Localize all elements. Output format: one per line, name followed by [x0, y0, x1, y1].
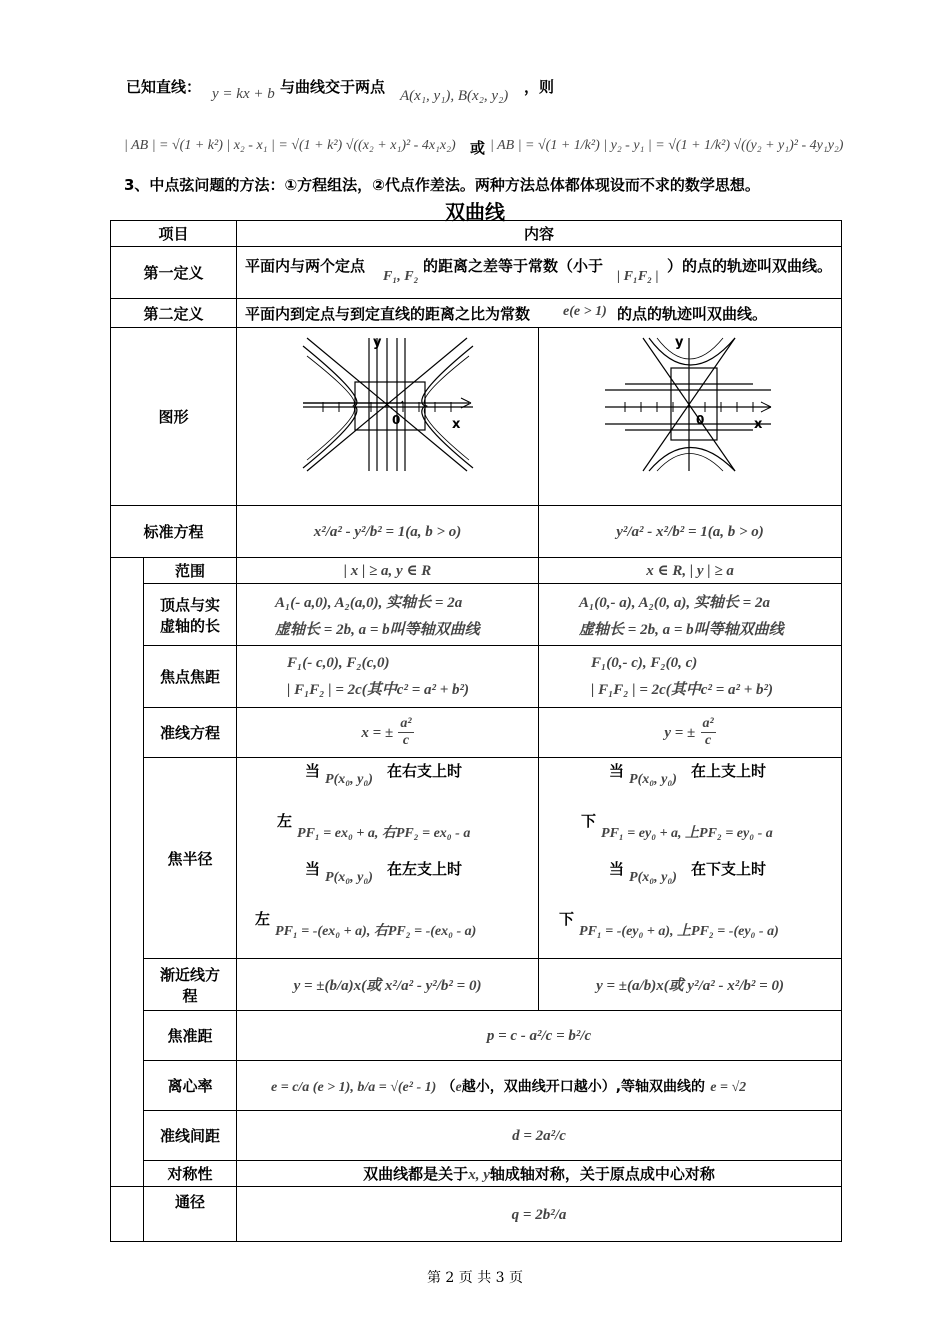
vertical-hyperbola-graph — [539, 328, 842, 501]
page-footer: 第 2 页 共 3 页 — [426, 1270, 524, 1286]
def1-text-b: 的距离之差等于常数（小于 — [423, 257, 604, 275]
symmetry-content: 双曲线都是关于x, y轴成轴对称，关于原点成中心对称 — [237, 1161, 842, 1187]
header-item: 项目 — [111, 221, 237, 247]
range-right: x ∈ R, | y | ≥ a — [539, 558, 842, 584]
row-label-range: 范围 — [144, 558, 237, 584]
focal-radius-right: 当 P(x₀, y₀) 在上支上时 下 PF₁ = ey₀ + a, 上PF₂ = ey₀ - a 当 P(x₀, y₀) 在下支上时 下 PF₁ = -(ey₀ + a), 上PF₂ = -(ey₀ - a) — [539, 758, 842, 959]
directrix-left: x = ± $\frac{\text{a²}}{c}$ — [237, 708, 539, 758]
row-label-directrix-distance: 准线间距 — [144, 1111, 237, 1161]
row-label-focal-radius: 焦半径 — [144, 758, 237, 959]
def1-foci: F₁, F₂ — [383, 269, 419, 284]
graph-x-label: x — [754, 417, 763, 432]
page-title: 双曲线 — [445, 200, 505, 224]
intro-label: 已知直线： — [126, 78, 202, 96]
range-left: | x | ≥ a, y ∈ R — [237, 558, 539, 584]
graph-vertical-cell — [539, 328, 842, 506]
asymptote-right: y = ±(a/b)x(或 y²/a² - x²/b² = 0) — [539, 959, 842, 1011]
graph-origin-label: 0 — [696, 413, 705, 427]
graph-horizontal-cell — [237, 328, 539, 506]
def1-f1f2: | F₁F₂ | — [617, 269, 659, 284]
row-label-eccentricity: 离心率 — [144, 1061, 237, 1111]
def1-text-c: ）的点的轨迹叫双曲线。 — [667, 257, 833, 275]
or-text: 或 — [470, 139, 486, 157]
first-definition-content — [237, 247, 842, 299]
hyperbola-table — [110, 220, 842, 1242]
focus-left: F₁(- c,0), F₂(c,0) | F₁F₂ | = 2c(其中c² = a² + b²) — [237, 646, 539, 708]
row-label-focal-param: 焦准距 — [144, 1011, 237, 1061]
def2-text-a: 平面内到定点与到定直线的距离之比为常数 — [245, 305, 531, 323]
directrix-right: y = ± $\frac{\text{a²}}{c}$ — [539, 708, 842, 758]
eccentricity-content: e = c/a (e > 1), b/a = √(e² - 1) （e越小，双曲线开口越小）,等轴双曲线的 e = √2 — [237, 1061, 842, 1111]
property-group-spacer — [111, 558, 144, 1187]
midpoint-chord-method: 3、中点弦问题的方法：①方程组法，②代点作差法。两种方法总体都体现设而不求的数学思想。 — [124, 176, 760, 194]
def1-text-a: 平面内与两个定点 — [245, 257, 366, 275]
def2-text-b: 的点的轨迹叫双曲线。 — [617, 305, 768, 323]
directrix-distance-formula: d = 2a²/c — [237, 1111, 842, 1161]
focus-right: F₁(0,- c), F₂(0, c) | F₁F₂ | = 2c(其中c² = a² + b²) — [539, 646, 842, 708]
chord-length-formula-x: | AB | = √(1 + k²) | x₂ - x₁ | = √(1 + k²) √((x₂ + x₁)² - 4x₁x₂) — [124, 138, 456, 153]
row-label-vertex: 顶点与实 虚轴的长 — [144, 584, 237, 646]
row-label-asymptote: 渐近线方 程 — [144, 959, 237, 1011]
row-label-symmetry: 对称性 — [144, 1161, 237, 1187]
asymptote-left: y = ±(b/a)x(或 x²/a² - y²/b² = 0) — [237, 959, 539, 1011]
graph-y-label: y — [675, 335, 684, 350]
second-definition-content — [237, 299, 842, 328]
row-label-focus: 焦点焦距 — [144, 646, 237, 708]
graph-x-label: x — [452, 417, 461, 432]
row-label-latus-rectum: 通径 — [144, 1187, 237, 1242]
horizontal-hyperbola-graph — [237, 328, 539, 501]
vertex-right: A₁(0,- a), A₂(0, a), 实轴长 = 2a 虚轴长 = 2b, a = b叫等轴双曲线 — [539, 584, 842, 646]
graph-origin-label: 0 — [392, 413, 401, 427]
intro-mid-text: 与曲线交于两点 — [280, 78, 386, 96]
focal-param-formula: p = c - a²/c = b²/c — [237, 1011, 842, 1061]
header-content: 内容 — [237, 221, 842, 247]
latus-rectum-formula: q = 2b²/a — [237, 1187, 842, 1242]
row-label-second-definition: 第二定义 — [111, 299, 237, 328]
std-eq-left: x²/a² - y²/b² = 1(a, b > o) — [237, 506, 539, 558]
row-label-standard-equation: 标准方程 — [111, 506, 237, 558]
row-label-first-definition: 第一定义 — [111, 247, 237, 299]
intro-end-text: ，则 — [524, 78, 555, 96]
row-label-graph: 图形 — [111, 328, 237, 506]
focal-radius-left: 当 P(x₀, y₀) 在右支上时 左 PF₁ = ex₀ + a, 右PF₂ = ex₀ - a 当 P(x₀, y₀) 在左支上时 左 PF₁ = -(ex₀ + a), 右PF₂ = -(ex₀ - a) — [237, 758, 539, 959]
vertex-left: A₁(- a,0), A₂(a,0), 实轴长 = 2a 虚轴长 = 2b, a = b叫等轴双曲线 — [237, 584, 539, 646]
graph-y-label: y — [373, 335, 382, 350]
property-group-spacer-bottom — [111, 1187, 144, 1242]
def2-e: e(e > 1) — [563, 304, 607, 319]
row-label-directrix: 准线方程 — [144, 708, 237, 758]
line-equation: y = kx + b — [212, 86, 275, 102]
chord-length-formula-y: | AB | = √(1 + 1/k²) | y₂ - y₁ | = √(1 + 1/k²) √((y₂ + y₁)² - 4y₁y₂) — [490, 138, 844, 153]
intersection-points: A(x₁, y₁), B(x₂, y₂) — [400, 88, 509, 104]
std-eq-right: y²/a² - x²/b² = 1(a, b > o) — [539, 506, 842, 558]
